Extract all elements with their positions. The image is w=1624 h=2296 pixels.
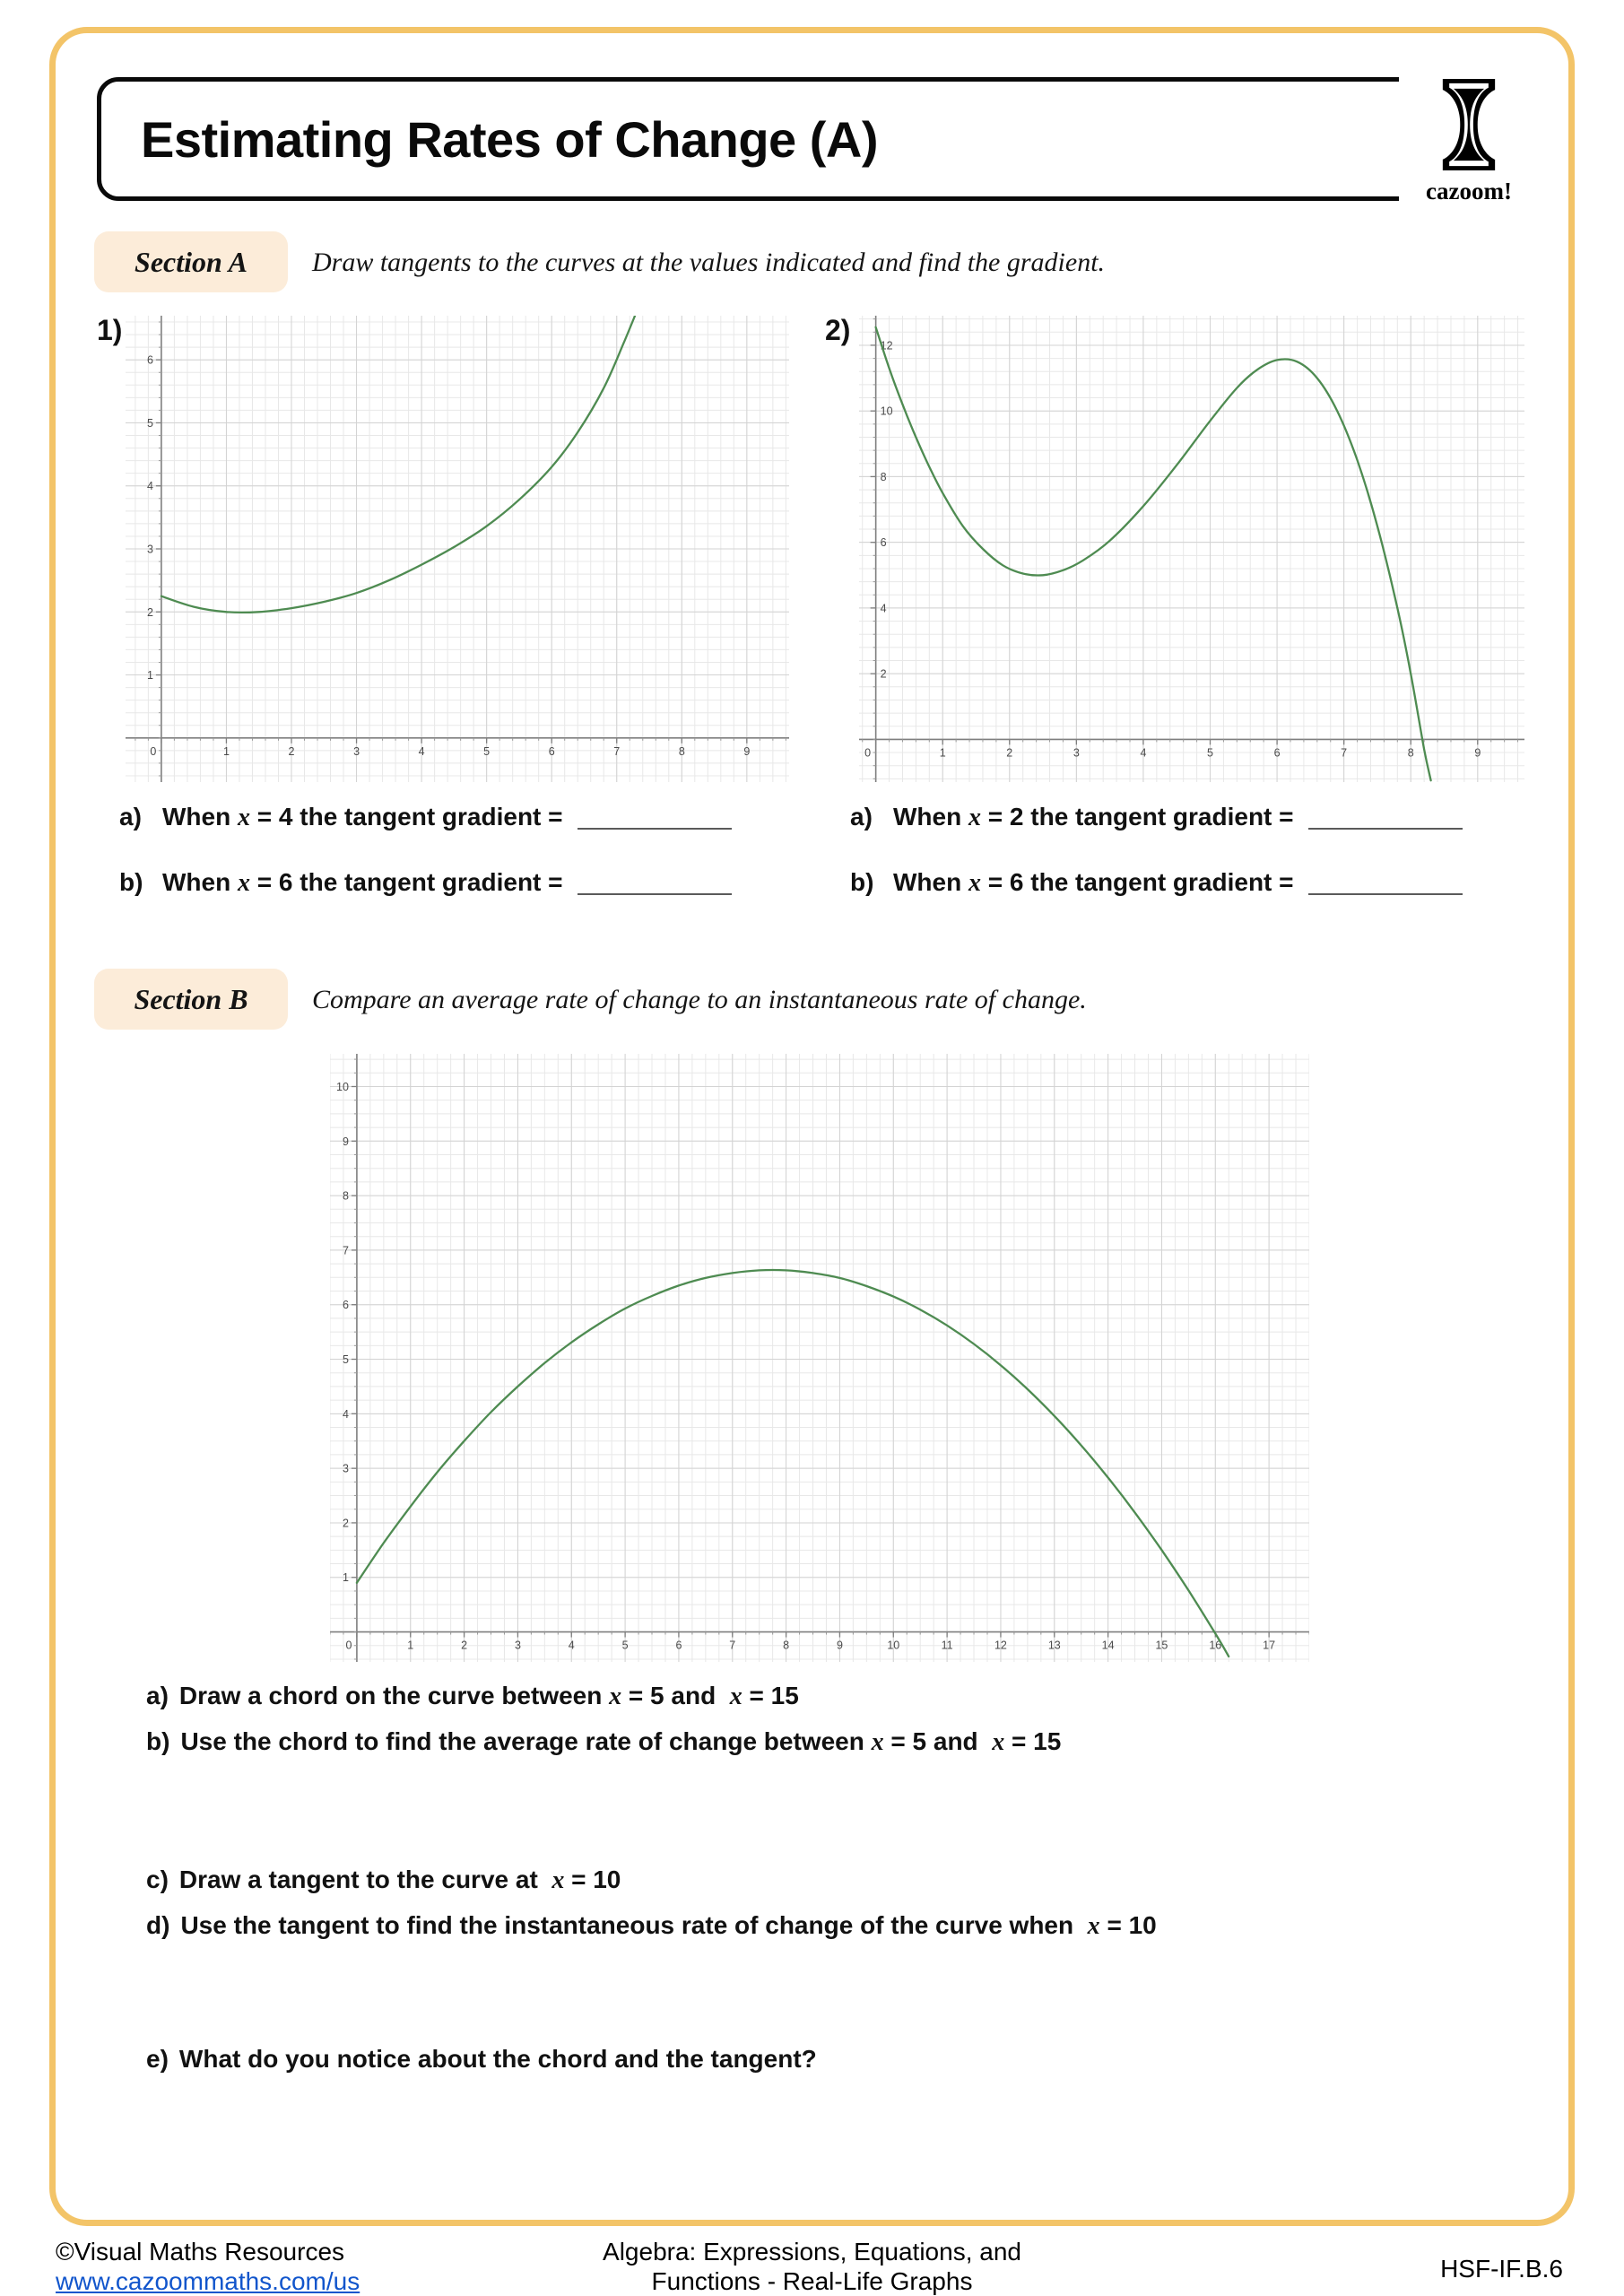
svg-text:5: 5 — [342, 1353, 349, 1367]
qb-e-row — [146, 2045, 817, 2074]
svg-text:6: 6 — [675, 1639, 682, 1652]
svg-text:6: 6 — [1273, 746, 1281, 760]
qb-a-row — [146, 1682, 799, 1711]
svg-text:2: 2 — [461, 1639, 468, 1652]
svg-text:0: 0 — [150, 744, 157, 758]
svg-text:2: 2 — [146, 605, 153, 619]
question-text: When x = 6 the tangent gradient = — [893, 868, 1294, 897]
question-text: When x = 4 the tangent gradient = — [162, 803, 563, 831]
svg-text:0: 0 — [864, 746, 872, 760]
svg-text:3: 3 — [146, 543, 153, 556]
svg-text:3: 3 — [1073, 746, 1080, 760]
svg-text:16: 16 — [1209, 1639, 1222, 1652]
question-item-label: c) — [146, 1866, 169, 1893]
svg-text:1: 1 — [939, 746, 946, 760]
svg-text:1: 1 — [342, 1571, 349, 1585]
question-text: Draw a tangent to the curve at x = 10 — [178, 1866, 621, 1894]
section-b-instruction: Compare an average rate of change to an instantaneous rate of change. — [312, 985, 1087, 1014]
svg-text:3: 3 — [514, 1639, 521, 1652]
svg-text:5: 5 — [483, 744, 491, 758]
qb-d-row — [146, 1911, 1157, 1941]
svg-text:1: 1 — [146, 669, 153, 683]
cazoom-logo-icon — [1435, 79, 1503, 175]
svg-text:11: 11 — [941, 1639, 953, 1652]
qb-b-row — [146, 1727, 1061, 1757]
svg-text:2: 2 — [342, 1517, 349, 1530]
svg-text:9: 9 — [743, 744, 751, 758]
question-text: Draw a chord on the curve between x = 5 and x = 15 — [178, 1682, 799, 1710]
section-a-instruction: Draw tangents to the curves at the values indicated and find the gradient. — [312, 248, 1106, 277]
svg-text:8: 8 — [678, 744, 685, 758]
question-item-label: b) — [850, 868, 874, 896]
svg-text:14: 14 — [1101, 1639, 1115, 1652]
svg-text:1: 1 — [407, 1639, 414, 1652]
svg-text:4: 4 — [880, 602, 887, 615]
graph-2-label: 2) — [825, 314, 851, 346]
footer-left — [56, 2237, 360, 2296]
svg-text:2: 2 — [1006, 746, 1013, 760]
svg-text:9: 9 — [1474, 746, 1481, 760]
title-box — [97, 77, 1528, 201]
svg-text:3: 3 — [353, 744, 360, 758]
svg-text:13: 13 — [1047, 1639, 1061, 1652]
svg-text:9: 9 — [342, 1135, 349, 1148]
svg-text:8: 8 — [783, 1639, 790, 1652]
svg-text:4: 4 — [146, 480, 153, 493]
question-text: Use the tangent to find the instantaneous rate of change of the curve when x = 10 — [180, 1911, 1157, 1940]
section-a-badge: Section A — [94, 231, 288, 292]
q2a-row — [850, 803, 1532, 832]
question-item-label: b) — [119, 868, 143, 896]
svg-text:6: 6 — [880, 536, 887, 550]
svg-text:12: 12 — [994, 1639, 1007, 1652]
svg-text:6: 6 — [548, 744, 555, 758]
question-item-label: a) — [850, 803, 873, 831]
question-text: When x = 2 the tangent gradient = — [893, 803, 1294, 831]
question-item-label: b) — [146, 1727, 170, 1755]
svg-text:0: 0 — [345, 1639, 352, 1652]
svg-text:5: 5 — [621, 1639, 629, 1652]
answer-blank — [1308, 824, 1463, 830]
section-b-chart — [330, 1054, 1309, 1662]
svg-text:10: 10 — [887, 1639, 900, 1652]
q2b-row — [850, 868, 1532, 898]
footer-copyright: ©Visual Maths Resources — [56, 2238, 345, 2266]
svg-text:17: 17 — [1263, 1639, 1276, 1652]
svg-text:1: 1 — [222, 744, 230, 758]
svg-text:12: 12 — [880, 339, 893, 352]
svg-text:4: 4 — [1140, 746, 1147, 760]
svg-text:2: 2 — [880, 667, 887, 681]
answer-blank — [1308, 890, 1463, 895]
svg-text:4: 4 — [342, 1407, 349, 1421]
qb-c-row — [146, 1866, 621, 1895]
cazoom-logo-text: cazoom! — [1426, 178, 1512, 204]
section-a-chart-2 — [859, 316, 1524, 782]
svg-text:8: 8 — [342, 1189, 349, 1203]
svg-text:8: 8 — [880, 470, 887, 483]
question-text: Use the chord to find the average rate of change between x = 5 and x = 15 — [180, 1727, 1062, 1756]
svg-text:7: 7 — [1341, 746, 1348, 760]
section-b-badge: Section B — [94, 969, 288, 1030]
svg-text:10: 10 — [336, 1080, 349, 1093]
answer-blank — [578, 890, 732, 895]
section-a-chart-1 — [126, 316, 789, 782]
question-text: When x = 6 the tangent gradient = — [162, 868, 563, 897]
svg-text:4: 4 — [568, 1639, 575, 1652]
svg-text:10: 10 — [880, 404, 893, 418]
footer-center — [603, 2237, 1021, 2296]
cazoom-logo — [1399, 70, 1539, 210]
svg-text:7: 7 — [342, 1244, 349, 1257]
graph-1-label: 1) — [97, 314, 123, 346]
svg-text:2: 2 — [288, 744, 295, 758]
question-item-label: e) — [146, 2045, 169, 2073]
svg-text:7: 7 — [613, 744, 621, 758]
question-item-label: a) — [119, 803, 142, 831]
question-text: What do you notice about the chord and the tangent? — [178, 2045, 817, 2073]
svg-text:7: 7 — [729, 1639, 736, 1652]
question-item-label: d) — [146, 1911, 170, 1939]
footer-standard-code: HSF-IF.B.6 — [1440, 2255, 1563, 2283]
footer-link[interactable]: www.cazoommaths.com/us — [56, 2267, 360, 2296]
page-title: Estimating Rates of Change (A) — [141, 110, 878, 168]
svg-text:6: 6 — [146, 353, 153, 367]
q1a-row — [119, 803, 801, 832]
footer-center-line1: Algebra: Expressions, Equations, and — [603, 2238, 1021, 2266]
svg-text:4: 4 — [418, 744, 425, 758]
question-item-label: a) — [146, 1682, 169, 1709]
svg-text:5: 5 — [146, 416, 153, 430]
q1b-row — [119, 868, 801, 898]
svg-text:6: 6 — [342, 1299, 349, 1312]
svg-text:8: 8 — [1407, 746, 1414, 760]
svg-text:9: 9 — [836, 1639, 843, 1652]
footer-center-line2: Functions - Real-Life Graphs — [651, 2267, 973, 2296]
svg-text:15: 15 — [1155, 1639, 1168, 1652]
answer-blank — [578, 824, 732, 830]
svg-text:5: 5 — [1207, 746, 1213, 760]
svg-text:3: 3 — [342, 1462, 349, 1475]
